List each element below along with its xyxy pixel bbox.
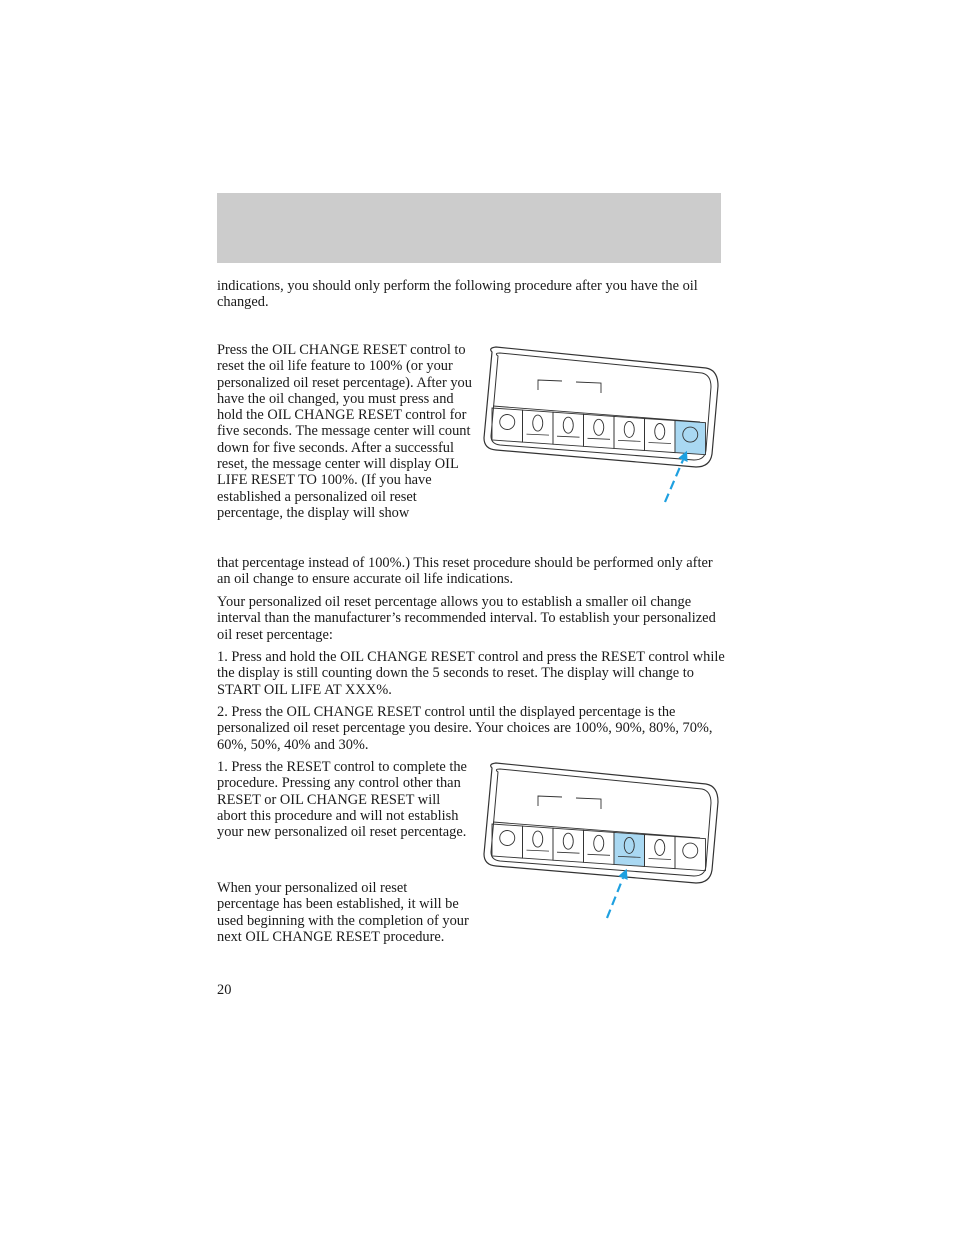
panel-control-button — [645, 419, 676, 453]
button-oval-symbol — [655, 840, 665, 856]
step-1-paragraph: 1. Press and hold the OIL CHANGE RESET control and press the RESET control while the display is still counting down the 5 seconds to reset. The display will change to START OIL LIFE AT XXX%. — [217, 649, 725, 698]
pointer-arrow-shaft — [665, 460, 683, 502]
panel-housing-outline — [484, 763, 718, 883]
button-round-symbol — [683, 843, 698, 858]
oil-reset-paragraph-continued: that percentage instead of 100%.) This reset procedure should be performed only after an oil change to ensure accurate oil life indications. — [217, 555, 713, 588]
button-underline — [557, 436, 580, 437]
button-round-symbol — [500, 831, 515, 846]
panel-control-button — [492, 824, 523, 858]
button-oval-symbol — [594, 835, 604, 851]
panel-control-button — [553, 828, 584, 862]
panel-control-button — [584, 414, 615, 448]
message-center-illustration-oil-change-reset — [478, 342, 722, 507]
panel-control-button — [584, 830, 615, 864]
button-underline — [649, 443, 672, 444]
panel-control-button — [492, 408, 523, 442]
message-center-illustration-reset — [478, 758, 722, 923]
button-oval-symbol — [563, 833, 573, 849]
button-underline — [649, 859, 672, 860]
button-underline — [588, 854, 611, 855]
step-3-paragraph: 1. Press the RESET control to complete the procedure. Pressing any control other than RESET or OIL CHANGE RESET will abort this procedure and will not establish your new personalized oil reset percentage. — [217, 759, 467, 841]
button-underline — [618, 440, 641, 441]
intro-paragraph: indications, you should only perform the following procedure after you have the oil changed. — [217, 278, 698, 311]
panel-housing-inner-outline — [491, 769, 711, 876]
button-oval-symbol — [533, 415, 543, 431]
button-outline — [492, 824, 523, 858]
panel-control-button — [553, 412, 584, 446]
panel-control-button — [675, 837, 706, 871]
highlighted-control-button — [614, 832, 645, 866]
button-oval-symbol — [594, 419, 604, 435]
button-highlight-fill — [675, 421, 706, 455]
message-center-panel-diagram — [478, 758, 722, 923]
button-outline — [675, 837, 706, 871]
button-underline — [527, 850, 550, 851]
button-underline — [588, 438, 611, 439]
button-underline — [557, 852, 580, 853]
oil-reset-paragraph: Press the OIL CHANGE RESET control to reset the oil life feature to 100% (or your personalized oil reset percentage). After you have the oil changed, you must press and hold the OIL CHANGE RESET control for five seconds. The message center will count down for five seconds. After a successful reset, the message center will display OIL LIFE RESET TO 100%. (If you have established a personalized oil reset percentage, the display will show — [217, 342, 472, 521]
button-outline — [492, 408, 523, 442]
display-bracket-right — [576, 798, 601, 809]
button-oval-symbol — [533, 831, 543, 847]
button-round-symbol — [500, 415, 515, 430]
personalized-percentage-paragraph: Your personalized oil reset percentage allows you to establish a smaller oil change interval than the manufacturer’s recommended interval. To establish your personalized oil reset percentage: — [217, 594, 716, 643]
panel-control-button — [523, 826, 554, 860]
display-bracket-left — [538, 380, 562, 390]
page-number: 20 — [217, 982, 232, 998]
step-2-paragraph: 2. Press the OIL CHANGE RESET control until the displayed percentage is the personalized oil reset percentage you desire. Your choices are 100%, 90%, 80%, 70%, 60%, 50%, 40% and 30%. — [217, 704, 713, 753]
message-center-panel-diagram — [478, 342, 722, 507]
button-oval-symbol — [624, 421, 634, 437]
display-bracket-left — [538, 796, 562, 806]
button-oval-symbol — [563, 417, 573, 433]
panel-control-button — [645, 835, 676, 869]
panel-control-button — [523, 410, 554, 444]
pointer-arrow-shaft — [607, 878, 623, 918]
highlighted-control-button — [675, 421, 706, 455]
panel-control-button — [614, 416, 645, 450]
button-oval-symbol — [655, 424, 665, 440]
section-header-band — [217, 193, 721, 263]
display-bracket-right — [576, 382, 601, 393]
when-established-paragraph: When your personalized oil reset percentage has been established, it will be used beginning with the completion of your next OIL CHANGE RESET procedure. — [217, 880, 469, 945]
button-underline — [527, 434, 550, 435]
